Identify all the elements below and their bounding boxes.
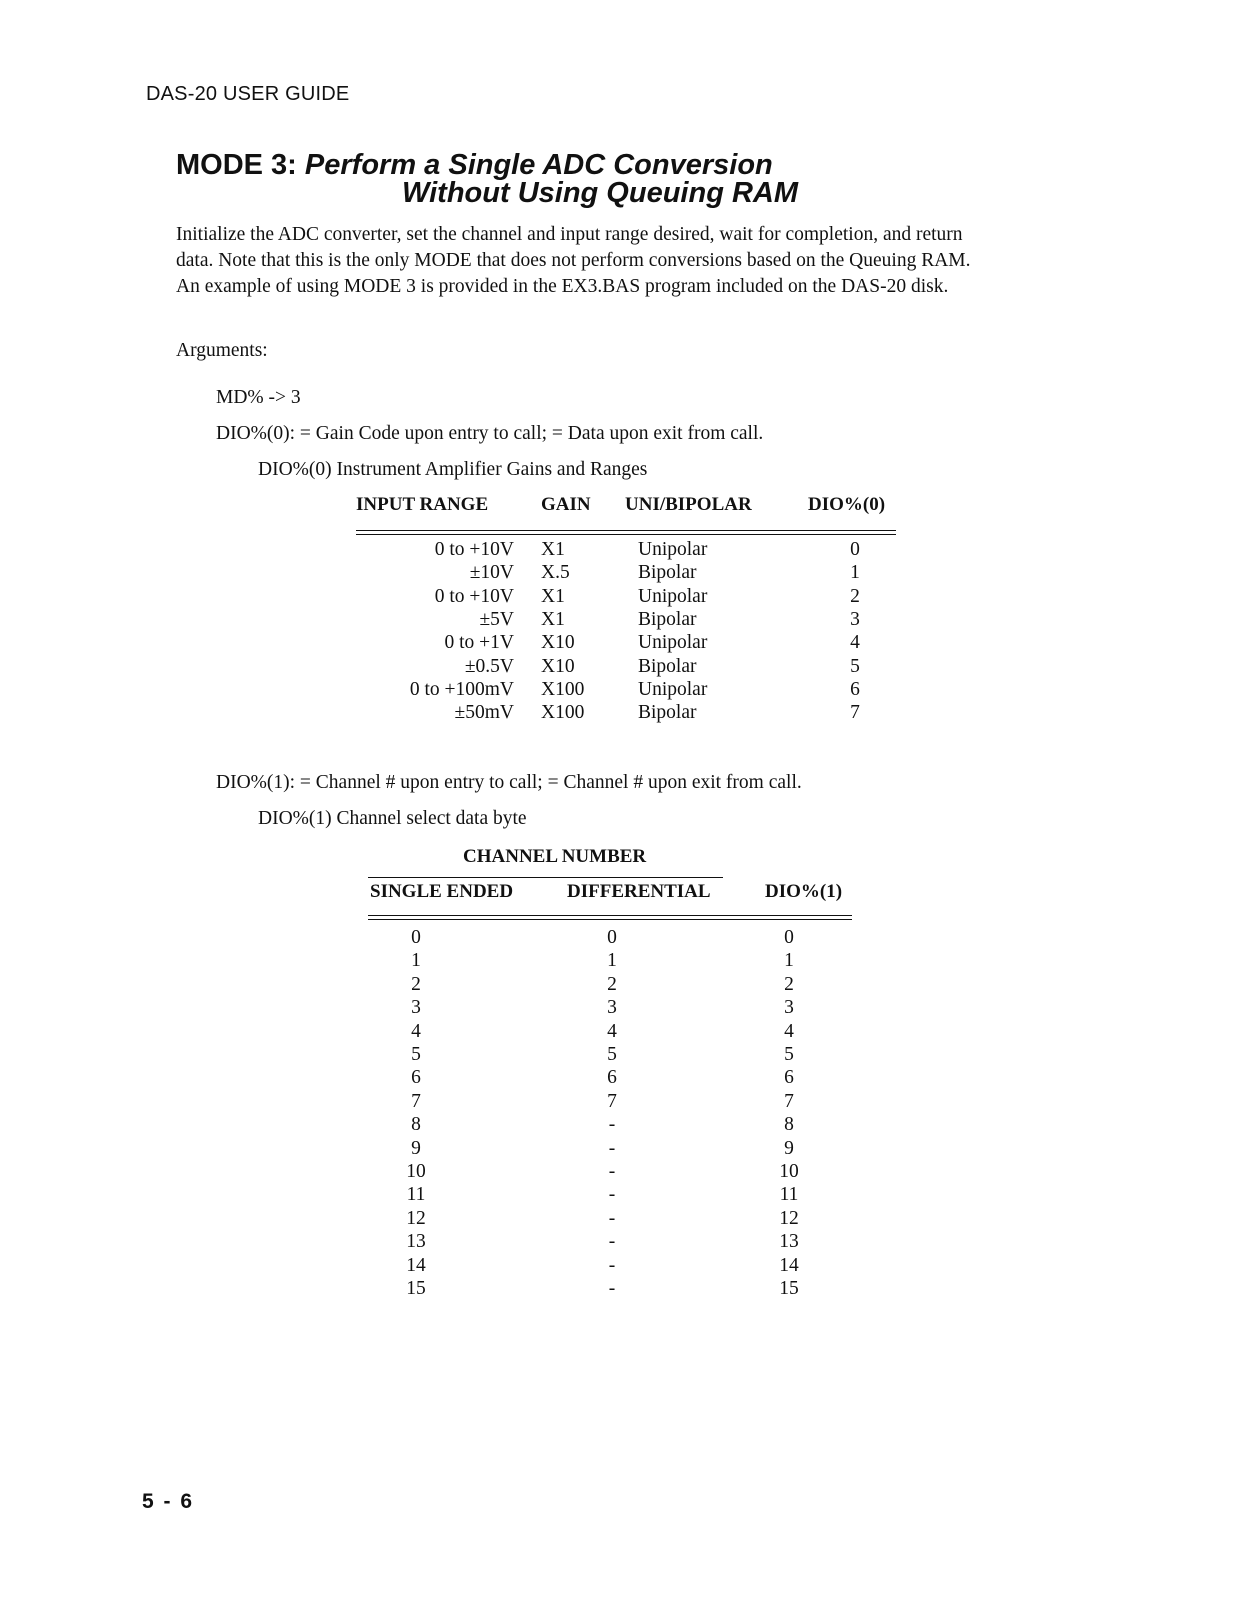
gain-cell-dio0: 4 bbox=[850, 632, 860, 654]
gain-cell-gain: X100 bbox=[541, 678, 585, 700]
channel-cell-differential: - bbox=[608, 1137, 616, 1159]
channel-cell-dio1: 1 bbox=[784, 950, 794, 972]
channel-cell-single-ended: 9 bbox=[411, 1137, 421, 1159]
channel-cell-dio1: 4 bbox=[784, 1020, 794, 1042]
channel-cell-single-ended: 14 bbox=[406, 1254, 426, 1276]
channel-group-rule bbox=[368, 877, 723, 878]
md-argument: MD% -> 3 bbox=[216, 387, 301, 408]
gain-cell-gain: X.5 bbox=[541, 562, 570, 584]
gain-cell-gain: X10 bbox=[541, 632, 575, 654]
gain-cell-dio0: 1 bbox=[850, 562, 860, 584]
gain-cell-input-range: 0 to +1V bbox=[444, 632, 514, 654]
title-subtitle-line1: Perform a Single ADC Conversion bbox=[304, 149, 773, 181]
intro-paragraph bbox=[176, 222, 1076, 300]
gain-cell-polarity: Unipolar bbox=[638, 585, 708, 607]
channel-cell-single-ended: 0 bbox=[411, 927, 421, 948]
gain-header-dio0: DIO%(0) bbox=[808, 494, 886, 515]
channel-cell-differential: 6 bbox=[607, 1067, 617, 1089]
channel-cell-dio1: 6 bbox=[784, 1067, 794, 1089]
channel-cell-differential: 4 bbox=[607, 1020, 617, 1042]
gain-cell-dio0: 0 bbox=[850, 539, 860, 560]
gain-cell-polarity: Unipolar bbox=[638, 539, 708, 560]
dio1-table-caption: DIO%(1) Channel select data byte bbox=[258, 808, 527, 829]
channel-cell-dio1: 10 bbox=[779, 1161, 799, 1182]
channel-cell-differential: - bbox=[608, 1184, 616, 1206]
gain-cell-dio0: 3 bbox=[850, 608, 860, 630]
gain-cell-dio0: 7 bbox=[850, 702, 860, 724]
mode-label: MODE 3: bbox=[176, 149, 297, 181]
dio0-table-caption: DIO%(0) Instrument Amplifier Gains and Ranges bbox=[258, 459, 648, 480]
arguments-label: Arguments: bbox=[176, 340, 268, 361]
channel-cell-single-ended: 13 bbox=[406, 1231, 426, 1253]
channel-group-header: CHANNEL NUMBER bbox=[463, 846, 647, 867]
channel-cell-dio1: 11 bbox=[779, 1184, 799, 1206]
channel-cell-differential: - bbox=[608, 1207, 616, 1229]
gain-cell-gain: X100 bbox=[541, 702, 585, 724]
channel-cell-differential: 1 bbox=[607, 950, 617, 972]
channel-cell-single-ended: 12 bbox=[406, 1207, 426, 1229]
title-subtitle-line2: Without Using Queuing RAM bbox=[402, 177, 799, 209]
channel-cell-single-ended: 6 bbox=[411, 1067, 421, 1089]
channel-cell-dio1: 7 bbox=[784, 1090, 794, 1112]
gain-cell-gain: X1 bbox=[541, 585, 565, 607]
gain-cell-input-range: ±10V bbox=[469, 562, 514, 584]
channel-cell-dio1: 0 bbox=[784, 927, 794, 948]
gain-cell-polarity: Bipolar bbox=[638, 655, 697, 677]
channel-header-differential: DIFFERENTIAL bbox=[567, 881, 711, 902]
intro-line: An example of using MODE 3 is provided in the EX3.BAS program included on the DAS-20 disk. bbox=[176, 276, 949, 297]
channel-cell-differential: - bbox=[608, 1161, 616, 1182]
gain-cell-gain: X10 bbox=[541, 655, 575, 677]
gain-header-uni-bipolar: UNI/BIPOLAR bbox=[625, 494, 752, 515]
channel-cell-single-ended: 10 bbox=[406, 1161, 426, 1182]
gain-cell-polarity: Unipolar bbox=[638, 632, 708, 654]
channel-header-rule-bottom bbox=[368, 919, 852, 920]
intro-line: Initialize the ADC converter, set the channel and input range desired, wait for completion, and return bbox=[176, 224, 963, 245]
channel-cell-single-ended: 5 bbox=[411, 1044, 421, 1065]
channel-cell-differential: - bbox=[608, 1278, 616, 1299]
gain-cell-input-range: 0 to +10V bbox=[434, 539, 514, 560]
intro-line: data. Note that this is the only MODE that does not perform conversions based on the Queuing RAM. bbox=[176, 250, 971, 271]
gain-cell-input-range: 0 to +10V bbox=[434, 585, 514, 607]
channel-cell-differential: - bbox=[608, 1114, 616, 1136]
channel-cell-single-ended: 15 bbox=[406, 1278, 426, 1299]
gain-cell-dio0: 5 bbox=[850, 655, 860, 677]
gain-cell-gain: X1 bbox=[541, 539, 565, 560]
channel-cell-single-ended: 7 bbox=[411, 1090, 421, 1112]
channel-cell-single-ended: 2 bbox=[411, 973, 421, 995]
gain-cell-dio0: 2 bbox=[850, 585, 860, 607]
gain-cell-gain: X1 bbox=[541, 608, 565, 630]
gain-cell-input-range: ±5V bbox=[479, 608, 514, 630]
gain-cell-polarity: Unipolar bbox=[638, 678, 708, 700]
gain-cell-input-range: 0 to +100mV bbox=[409, 678, 514, 700]
channel-cell-dio1: 12 bbox=[779, 1207, 799, 1229]
channel-cell-differential: - bbox=[608, 1254, 616, 1276]
gain-cell-input-range: ±0.5V bbox=[464, 655, 514, 677]
channel-cell-differential: 5 bbox=[607, 1044, 617, 1065]
channel-cell-single-ended: 8 bbox=[411, 1114, 421, 1136]
channel-cell-differential: - bbox=[608, 1231, 616, 1253]
channel-cell-differential: 7 bbox=[607, 1090, 617, 1112]
channel-cell-differential: 3 bbox=[607, 997, 617, 1019]
gain-header-rule-bottom bbox=[356, 534, 896, 535]
channel-cell-dio1: 8 bbox=[784, 1114, 794, 1136]
dio0-description: DIO%(0): = Gain Code upon entry to call; = Data upon exit from call. bbox=[216, 423, 764, 444]
dio1-description: DIO%(1): = Channel # upon entry to call; = Channel # upon exit from call. bbox=[216, 772, 802, 793]
channel-cell-dio1: 5 bbox=[784, 1044, 794, 1065]
gain-header-input-range: INPUT RANGE bbox=[356, 494, 489, 515]
channel-cell-dio1: 2 bbox=[784, 973, 794, 995]
channel-cell-single-ended: 4 bbox=[411, 1020, 421, 1042]
page-number: 5 - 6 bbox=[142, 1490, 195, 1513]
gain-cell-dio0: 6 bbox=[850, 678, 860, 700]
channel-cell-dio1: 14 bbox=[779, 1254, 799, 1276]
running-header: DAS-20 USER GUIDE bbox=[146, 83, 350, 105]
channel-cell-differential: 2 bbox=[607, 973, 617, 995]
gain-cell-input-range: ±50mV bbox=[454, 702, 514, 724]
gain-cell-polarity: Bipolar bbox=[638, 608, 697, 630]
channel-cell-dio1: 13 bbox=[779, 1231, 799, 1253]
channel-cell-dio1: 15 bbox=[779, 1278, 799, 1299]
channel-cell-single-ended: 3 bbox=[411, 997, 421, 1019]
channel-cell-single-ended: 11 bbox=[406, 1184, 426, 1206]
channel-header-rule-top bbox=[368, 915, 852, 916]
channel-header-single-ended: SINGLE ENDED bbox=[370, 881, 514, 902]
gain-header-gain: GAIN bbox=[541, 494, 591, 515]
gain-cell-polarity: Bipolar bbox=[638, 562, 697, 584]
gain-cell-polarity: Bipolar bbox=[638, 702, 697, 724]
gain-header-rule-top bbox=[356, 530, 896, 531]
channel-header-dio1: DIO%(1) bbox=[765, 881, 843, 902]
channel-cell-differential: 0 bbox=[607, 927, 617, 948]
channel-cell-single-ended: 1 bbox=[411, 950, 421, 972]
channel-cell-dio1: 3 bbox=[784, 997, 794, 1019]
channel-cell-dio1: 9 bbox=[784, 1137, 794, 1159]
